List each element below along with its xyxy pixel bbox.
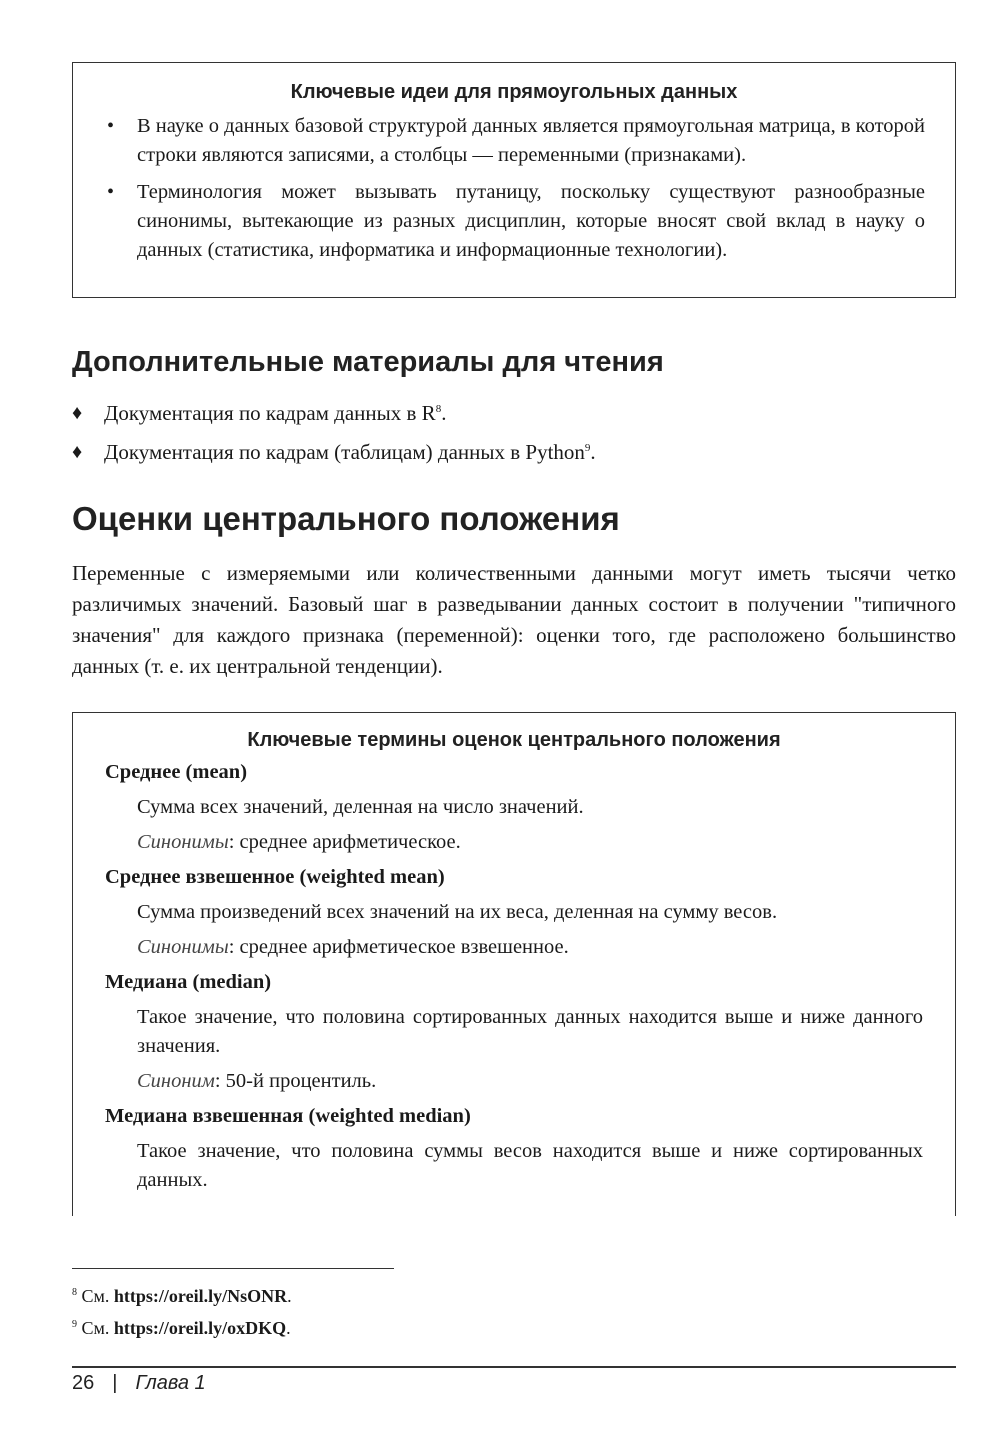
bullet-icon: • [107,115,115,137]
footnote-link[interactable]: https://oreil.ly/NsONR [113,1286,288,1306]
page-number: 26 [72,1372,95,1394]
reading-item-end: . [590,440,596,464]
footnote [72,1316,952,1340]
footnotes [72,1284,952,1348]
footnote-end: . [286,1318,291,1338]
reading-item-text[interactable]: Документация по кадрам данных в R [104,401,436,425]
footer-separator: | [112,1372,118,1394]
further-reading-list [72,398,952,476]
footnote-number: 9 [72,1319,77,1330]
key-ideas-box [72,62,956,298]
term-name: Среднее (mean) [105,761,248,783]
diamond-bullet-icon: ♦ [72,441,83,463]
key-terms-list [73,758,955,1195]
bullet-icon: • [107,181,115,203]
term-synonyms [137,828,923,857]
term-definition: Такое значение, что половина сортированных данных находится выше и ниже данного значения. [137,1006,923,1057]
footnote-divider [72,1268,394,1269]
term-name: Медиана взвешенная (weighted median) [105,1105,471,1127]
term-definition: Сумма произведений всех значений на их веса, деленная на сумму весов. [137,901,778,923]
synonym-text: : среднее арифметическое взвешенное. [228,936,569,958]
footnote-link[interactable]: https://oreil.ly/oxDKQ [113,1318,287,1338]
footnote-ref[interactable]: 9 [584,442,591,454]
footnote-end: . [287,1286,292,1306]
key-idea-text: В науке о данных базовой структурой данных является прямоугольная матрица, в которой строки являются записями, а столбцы — переменными (признаками). [137,115,925,166]
page-footer [72,1372,206,1395]
key-ideas-list [73,112,955,265]
term-name: Медиана (median) [105,971,272,993]
list-item [72,398,952,428]
term-definition: Сумма всех значений, деленная на число значений. [137,796,584,818]
key-terms-title: Ключевые термины оценок центрального положения [247,729,781,751]
term-synonyms [137,1067,923,1096]
key-terms-box [72,712,956,1216]
reading-item-text[interactable]: Документация по кадрам (таблицам) данных в Python [104,440,585,464]
footnote-number: 8 [72,1287,77,1298]
synonym-text: : 50-й процентиль. [214,1070,377,1092]
list-item [73,178,955,265]
footnote-prefix: См. [81,1286,114,1306]
body-paragraph: Переменные с измеряемыми или количественными данными могут иметь тысячи четко различимых значений. Базовый шаг в разведывании данных состоит в получении "типичного значения" для каждого признака (переменной): оценки того, где расположено большинство данных (т. е. их центральной тенденции). [72,561,956,678]
chapter-label: Глава 1 [135,1372,206,1394]
list-item [72,437,952,467]
diamond-bullet-icon: ♦ [72,402,83,424]
synonym-label: Синонимы [137,936,229,958]
term-synonyms [137,933,923,962]
list-item [73,112,955,170]
further-reading-heading: Дополнительные материалы для чтения [72,346,664,378]
synonym-label: Синоним [137,1070,215,1092]
key-idea-text: Терминология может вызывать путаницу, поскольку существуют разнообразные синонимы, вытекающие из разных дисциплин, которые вносят свой вклад в науку о данных (статистика, информатика и информационные технологии). [137,181,925,261]
synonym-text: : среднее арифметическое. [228,831,461,853]
term-definition: Такое значение, что половина суммы весов находится выше и ниже сортированных данных. [137,1140,923,1191]
term-name: Среднее взвешенное (weighted mean) [105,866,445,888]
footer-divider [72,1366,956,1368]
reading-item-end: . [441,401,447,425]
footnote-prefix: См. [81,1318,114,1338]
section-heading: Оценки центрального положения [72,500,620,537]
footnote [72,1284,952,1308]
key-ideas-title: Ключевые идеи для прямоугольных данных [290,81,738,103]
footnote-ref[interactable]: 8 [435,403,442,415]
synonym-label: Синонимы [137,831,229,853]
